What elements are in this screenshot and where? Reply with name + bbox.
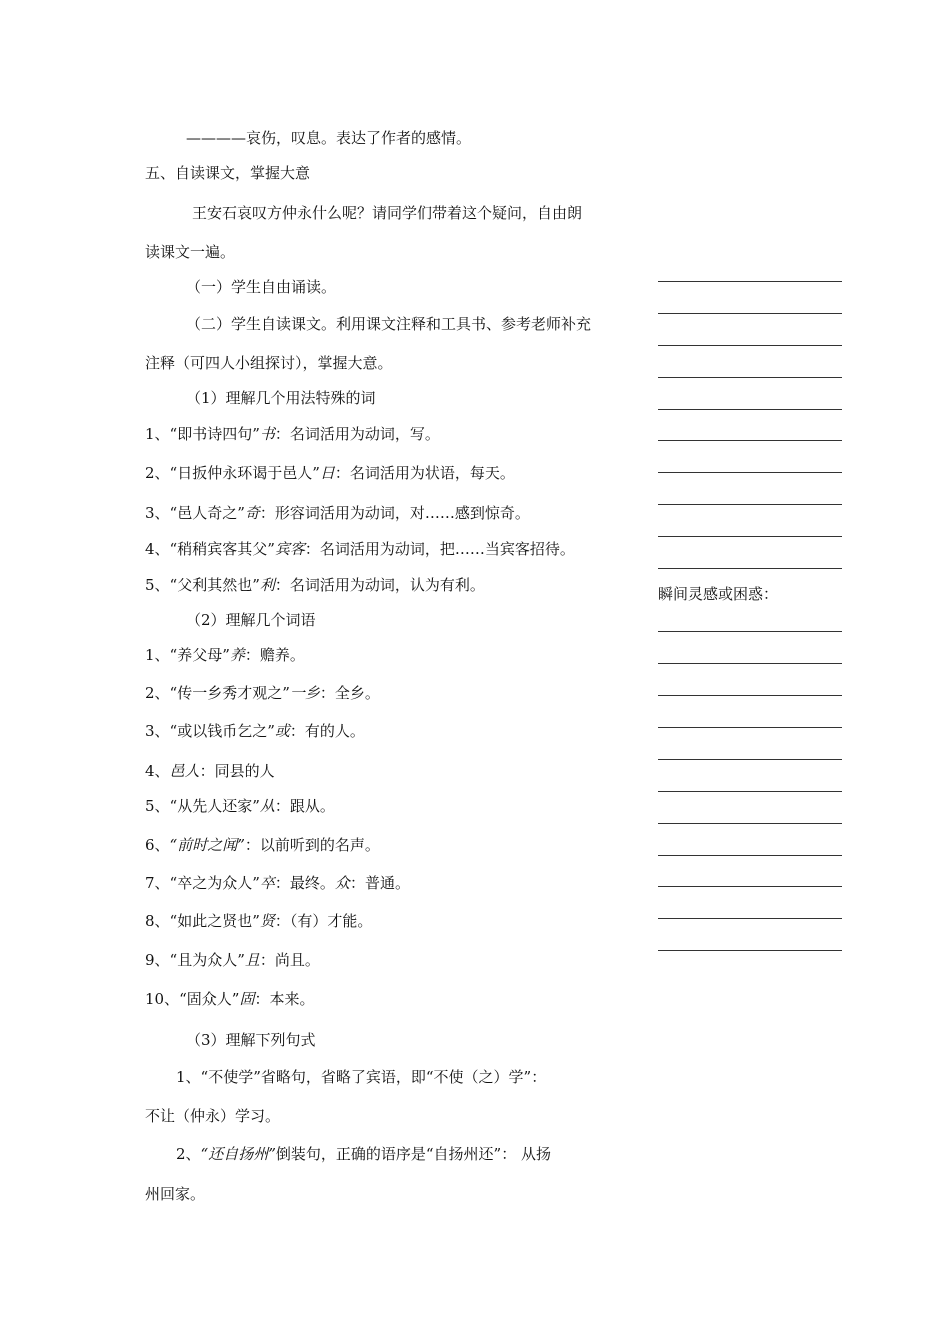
note-line — [658, 472, 842, 473]
inspiration-label: 瞬间灵感或困惑： — [658, 585, 779, 603]
word-item: 6、“前时之闻”：以前听到的名声。 — [145, 836, 380, 854]
word-item: 3、“或以钱币乞之”或：有的人。 — [145, 722, 365, 740]
note-line — [658, 409, 842, 410]
word-item: 1、“养父母”养：赡养。 — [145, 646, 305, 664]
word-item: 2、“传一乡秀才观之”一乡：全乡。 — [145, 684, 380, 702]
word-item: 10、“固众人”固：本来。 — [145, 990, 315, 1008]
note-line — [658, 918, 842, 919]
text-line: ————哀伤，叹息。表达了作者的感情。 — [186, 129, 472, 147]
note-line — [658, 568, 842, 569]
word-item: 7、“卒之为众人”卒：最终。众：普通。 — [145, 874, 410, 892]
note-line — [658, 281, 842, 282]
note-line — [658, 791, 842, 792]
note-line — [658, 663, 842, 664]
word-item: 3、“邑人奇之”奇：形容词活用为动词，对……感到惊奇。 — [145, 504, 530, 522]
text-line: （二）学生自读课文。利用课文注释和工具书、参考老师补充 — [186, 315, 592, 333]
subsection-heading: （1）理解几个用法特殊的词 — [186, 389, 376, 407]
text-line: 不让（仲永）学习。 — [145, 1107, 281, 1125]
note-line — [658, 823, 842, 824]
word-item: 2、“日扳仲永环谒于邑人”日：名词活用为状语，每天。 — [145, 464, 515, 482]
note-line — [658, 886, 842, 887]
note-line — [658, 377, 842, 378]
text-line: 1、“不使学”省略句，省略了宾语，即“不使（之）学”： — [176, 1068, 547, 1086]
word-item: 5、“从先人还家”从：跟从。 — [145, 797, 335, 815]
text-line: 州回家。 — [145, 1185, 206, 1203]
text-line: 2、“还自扬州”倒装句，正确的语序是“自扬州还”： 从扬 — [176, 1145, 551, 1163]
text-line: 读课文一遍。 — [145, 243, 236, 261]
word-item: 9、“且为众人”且：尚且。 — [145, 951, 320, 969]
word-item: 5、“父利其然也”利：名词活用为动词，认为有利。 — [145, 576, 485, 594]
text-line: 王安石哀叹方仲永什么呢？请同学们带着这个疑问，自由朗 — [192, 204, 583, 222]
note-line — [658, 950, 842, 951]
note-line — [658, 631, 842, 632]
note-line — [658, 855, 842, 856]
word-item: 4、“稍稍宾客其父”宾客：名词活用为动词，把……当宾客招待。 — [145, 540, 575, 558]
word-item: 8、“如此之贤也”贤：（有）才能。 — [145, 912, 373, 930]
section-heading: 五、自读课文，掌握大意 — [145, 164, 311, 182]
subsection-heading: （3）理解下列句式 — [186, 1031, 316, 1049]
note-line — [658, 313, 842, 314]
subsection-heading: （2）理解几个词语 — [186, 611, 316, 629]
note-line — [658, 440, 842, 441]
note-line — [658, 759, 842, 760]
word-item: 1、“即书诗四句”书：名词活用为动词，写。 — [145, 425, 440, 443]
word-item: 4、邑人：同县的人 — [145, 762, 275, 780]
note-line — [658, 727, 842, 728]
note-line — [658, 536, 842, 537]
text-line: 注释（可四人小组探讨），掌握大意。 — [145, 354, 393, 372]
text-line: （一）学生自由诵读。 — [186, 278, 337, 296]
note-line — [658, 345, 842, 346]
note-line — [658, 695, 842, 696]
note-line — [658, 504, 842, 505]
